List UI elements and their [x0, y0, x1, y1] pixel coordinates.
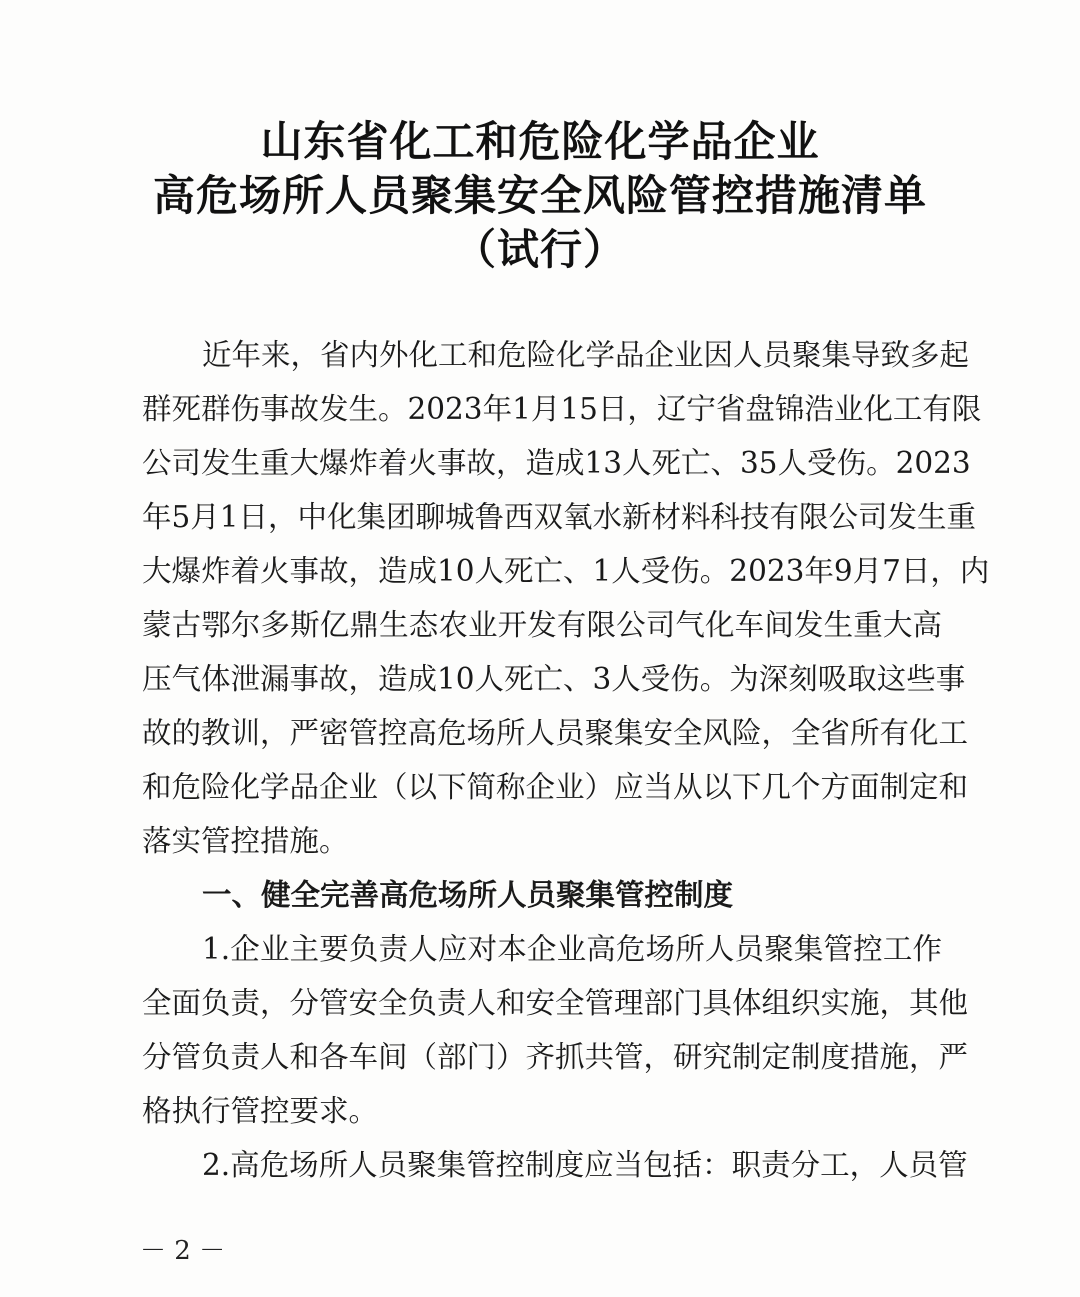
paragraph-line: 故的教训，严密管控高危场所人员聚集安全风险，全省所有化工 [142, 716, 969, 750]
document-title-line-3: （试行） [453, 225, 626, 274]
paragraph-line: 近年来，省内外化工和危险化学品企业因人员聚集导致多起 [202, 338, 970, 372]
paragraph-line: 全面负责，分管安全负责人和安全管理部门具体组织实施，其他 [142, 986, 969, 1020]
section-heading: 一、健全完善高危场所人员聚集管控制度 [202, 877, 734, 912]
page-number: － 2 － [140, 1236, 226, 1266]
document-title-line-1: 山东省化工和危险化学品企业 [260, 117, 820, 166]
paragraph-line: 群死群伤事故发生。2023年1月15日，辽宁省盘锦浩业化工有限 [142, 392, 982, 426]
paragraph-line: 年5月1日，中化集团聊城鲁西双氧水新材料科技有限公司发生重 [142, 500, 977, 534]
paragraph-line: 公司发生重大爆炸着火事故，造成13人死亡、35人受伤。2023 [142, 446, 971, 480]
document-title-line-2: 高危场所人员聚集安全风险管控措施清单 [152, 171, 927, 220]
paragraph-line: 和危险化学品企业（以下简称企业）应当从以下几个方面制定和 [142, 770, 969, 804]
paragraph-line: 格执行管控要求。 [142, 1094, 379, 1128]
paragraph-line: 分管负责人和各车间（部门）齐抓共管，研究制定制度措施，严 [142, 1040, 969, 1074]
paragraph-line: 1.企业主要负责人应对本企业高危场所人员聚集管控工作 [202, 932, 942, 966]
paragraph-line: 2.高危场所人员聚集管控制度应当包括：职责分工，人员管 [202, 1148, 968, 1182]
paragraph-line: 落实管控措施。 [142, 824, 349, 858]
paragraph-line: 蒙古鄂尔多斯亿鼎生态农业开发有限公司气化车间发生重大高 [142, 608, 942, 642]
paragraph-line: 压气体泄漏事故，造成10人死亡、3人受伤。为深刻吸取这些事 [142, 662, 966, 696]
paragraph-line: 大爆炸着火事故，造成10人死亡、1人受伤。2023年9月7日，内 [142, 554, 990, 588]
